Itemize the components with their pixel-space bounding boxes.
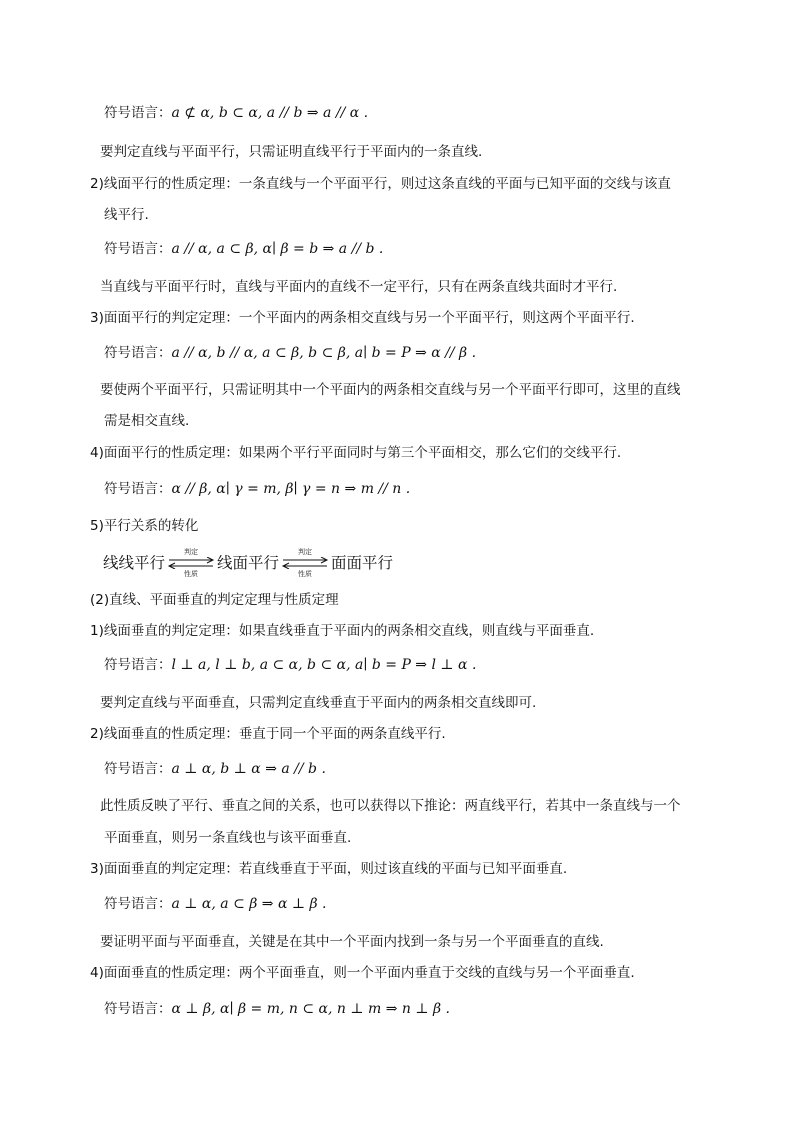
- symbol-line-4: 符号语言：α // β, α∣ γ = m, β∣ γ = n ⇒ m // n .: [104, 481, 411, 497]
- theorem-heading: 2)线面平行的性质定理：一条直线与一个平面平行，则过这条直线的平面与已知平面的交线与该直: [90, 176, 671, 192]
- text-line: 要判定直线与平面平行，只需证明直线平行于平面内的一条直线.: [100, 144, 483, 160]
- arrow-label-top: 判定: [184, 548, 199, 556]
- symbol-line-6: 符号语言：a ⊥ α, b ⊥ α ⇒ a // b .: [104, 761, 326, 777]
- symbol-line-2: 符号语言：a // α, a ⊂ β, α∣ β = b ⇒ a // b .: [104, 241, 384, 257]
- text-line: 需是相交直线.: [104, 413, 190, 429]
- symbol-line-5: 符号语言：l ⊥ a, l ⊥ b, a ⊂ α, b ⊂ α, a∣ b = P ⇒ l ⊥ α .: [104, 657, 477, 673]
- double-arrow-icon: [167, 557, 215, 569]
- arrow-label-bottom: 性质: [184, 570, 199, 578]
- symbol-line-8: 符号语言：α ⊥ β, α∣ β = m, n ⊂ α, n ⊥ m ⇒ n ⊥ β .: [104, 1001, 450, 1017]
- theorem-heading: 3)面面平行的判定定理：一个平面内的两条相交直线与另一个平面平行，则这两个平面平行.: [90, 310, 635, 326]
- theorem-heading: 2)线面垂直的性质定理：垂直于同一个平面的两条直线平行.: [90, 726, 446, 742]
- double-arrow-icon: [281, 557, 329, 569]
- theorem-heading: 1)线面垂直的判定定理：如果直线垂直于平面内的两条相交直线，则直线与平面垂直.: [90, 623, 595, 639]
- theorem-heading: 3)面面垂直的判定定理：若直线垂直于平面，则过该直线的平面与已知平面垂直.: [90, 861, 568, 877]
- text-line: 当直线与平面平行时，直线与平面内的直线不一定平行，只有在两条直线共面时才平行.: [100, 279, 618, 295]
- flow-arrow-1: [167, 548, 215, 578]
- flow-arrow-2: [281, 548, 329, 578]
- flow-node-line-plane: 线面平行: [217, 554, 280, 572]
- text-line: 此性质反映了平行、垂直之间的关系，也可以获得以下推论：两直线平行，若其中一条直线与一个: [100, 798, 681, 814]
- theorem-heading: 4)面面垂直的性质定理：两个平面垂直，则一个平面内垂直于交线的直线与另一个平面垂直.: [90, 965, 635, 981]
- symbol-line-1: 符号语言：a ⊄ α, b ⊂ α, a // b ⇒ a // α .: [104, 105, 369, 121]
- parallel-conversion-diagram: [103, 548, 393, 578]
- symbol-line-3: 符号语言：a // α, b // α, a ⊂ β, b ⊂ β, a∣ b = P ⇒ α // β .: [104, 345, 477, 361]
- text-line: 要判定直线与平面垂直，只需判定直线垂直于平面内的两条相交直线即可.: [100, 695, 537, 711]
- text-line: 要证明平面与平面垂直，关键是在其中一个平面内找到一条与另一个平面垂直的直线.: [100, 934, 604, 950]
- section-heading: (2)直线、平面垂直的判定定理与性质定理: [90, 592, 339, 608]
- section-heading: 5)平行关系的转化: [90, 518, 199, 534]
- arrow-label-top: 判定: [298, 548, 313, 556]
- text-line: 平面垂直，则另一条直线也与该平面垂直.: [104, 830, 352, 846]
- arrow-label-bottom: 性质: [298, 570, 313, 578]
- theorem-heading: 4)面面平行的性质定理：如果两个平行平面同时与第三个平面相交，那么它们的交线平行.: [90, 445, 622, 461]
- flow-node-plane-plane: 面面平行: [331, 554, 394, 572]
- text-line: 线平行.: [104, 207, 149, 223]
- flow-node-line-line: 线线平行: [103, 554, 166, 572]
- symbol-line-7: 符号语言：a ⊥ α, a ⊂ β ⇒ α ⊥ β .: [104, 896, 327, 912]
- text-line: 要使两个平面平行，只需证明其中一个平面内的两条相交直线与另一个平面平行即可，这里的直线: [100, 382, 681, 398]
